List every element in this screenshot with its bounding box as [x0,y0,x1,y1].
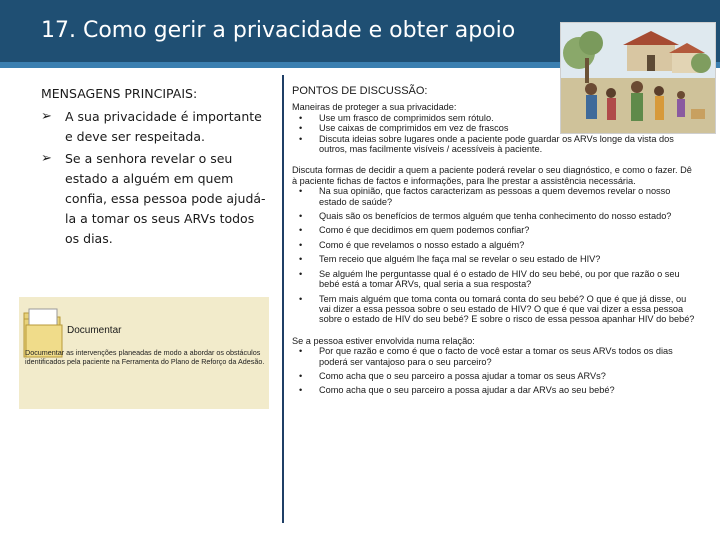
privacy-intro: Maneiras de proteger a sua privacidade: [292,102,457,113]
list-item [292,186,696,207]
main-messages-heading: MENSAGENS PRINCIPAIS: [41,86,198,101]
list-item-text: Use um frasco de comprimidos sem rótulo. [319,112,494,123]
bullet-icon: • [299,385,303,396]
relationship-intro: Se a pessoa estiver envolvida numa relação: [292,335,475,346]
list-item-text: Tem receio que alguém lhe faça mal se revelar o seu estado de HIV? [319,254,601,265]
list-item-text: Como é que revelamos o nosso estado a alguém? [319,239,525,250]
list-item [292,225,696,235]
bullet-icon: • [299,268,303,279]
disclosure-intro: Discuta formas de decidir a quem a paciente poderá revelar o seu diagnóstico, e como o fazer. Dê à paciente fichas de factos e informações, para lhe prestar a assistência necessária. [292,165,692,186]
main-message-item [41,107,271,147]
list-item [292,385,696,395]
list-item-text: Como acha que o seu parceiro a possa ajudar a dar ARVs ao seu bebé? [319,385,615,396]
bullet-icon: • [299,123,303,134]
list-item-text: Por que razão e como é que o facto de você estar a tomar os seus ARVs todos os dias poderá ser vantajoso para o seu parceiro? [319,346,673,367]
main-message-item [41,149,271,249]
bullet-icon: • [299,211,303,222]
bullet-icon: • [299,225,303,236]
list-item-text: Discuta ideias sobre lugares onde a paciente pode guardar os ARVs longe da vista dos outros, mas facilmente visíveis / acessíveis à paciente. [319,133,674,155]
discussion-heading: PONTOS DE DISCUSSÃO: [292,85,428,97]
list-item-text: Na sua opinião, que factos caracterizam as pessoas a quem devemos revelar o nosso estado de saúde? [319,186,671,207]
list-item [292,346,696,367]
list-item [292,134,696,155]
main-messages [41,86,271,251]
list-item [292,294,696,325]
list-item [292,123,696,133]
disclosure-block [292,165,696,324]
bullet-icon: • [299,186,303,197]
list-item [292,211,696,221]
bullet-icon: • [299,112,303,123]
list-item [292,254,696,264]
list-item-text: Quais são os benefícios de termos alguém que tenha conhecimento do nosso estado? [319,211,672,222]
document-text: Documentar as intervenções planeadas de modo a abordar os obstáculos identificados pela paciente na Ferramenta do Plano de Reforço da Adesão. [25,348,265,366]
bullet-icon: • [299,133,303,144]
list-item-text: Como acha que o seu parceiro a possa ajudar a tomar os seus ARVs? [319,370,606,381]
arrow-bullet-icon: ➢ [41,109,52,124]
document-title: Documentar [67,325,122,336]
arrow-bullet-icon: ➢ [41,151,52,166]
discussion-points [292,86,696,407]
bullet-icon: • [299,346,303,357]
bullet-icon: • [299,239,303,250]
list-item-text: Use caixas de comprimidos em vez de frascos [319,123,509,134]
list-item-text: Como é que decidimos em quem podemos confiar? [319,225,530,236]
bullet-icon: • [299,370,303,381]
bullet-icon: • [299,293,303,304]
page-title: 17. Como gerir a privacidade e obter apoio [41,18,516,43]
main-message-text: Se a senhora revelar o seu estado a alguém em quem confia, essa pessoa pode ajudá-la a tomar os seus ARVs todos os dias. [65,151,266,246]
list-item-text: Se alguém lhe perguntasse qual é o estado de HIV do seu bebé, ou por que razão o seu bebé está a tomar ARVs, qual seria a sua resposta? [319,268,680,290]
list-item [292,240,696,250]
list-item [292,371,696,381]
list-item [292,113,696,123]
privacy-block [292,102,696,154]
bullet-icon: • [299,254,303,265]
list-item [292,269,696,290]
column-divider [282,75,284,523]
main-message-text: A sua privacidade é importante e deve ser respeitada. [65,109,262,144]
list-item-text: Tem mais alguém que toma conta ou tomará conta do seu bebé? O que é que já disse, ou vai dizer a essa pessoa sobre o seu estado de HIV? O que é que vai dizer a essa pessoa sobre o estado de HIV do seu bebé? E sobre o risco de essa pessoa apanhar HIV do bebé? [319,293,695,325]
relationship-block [292,336,696,396]
